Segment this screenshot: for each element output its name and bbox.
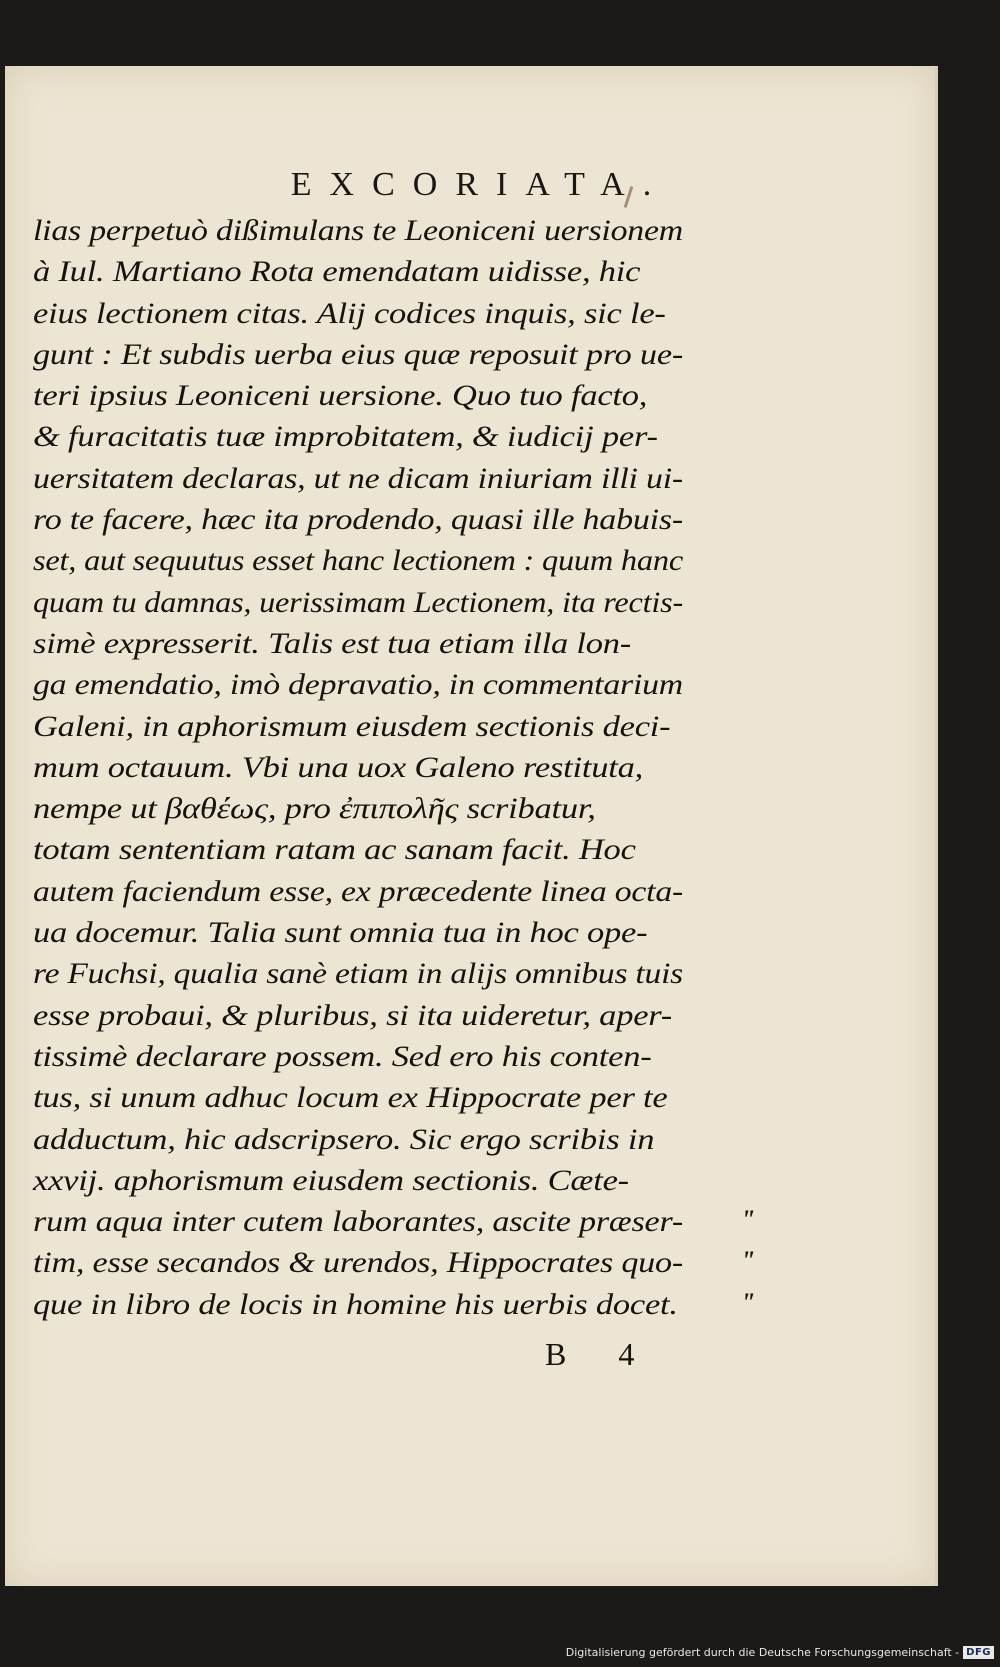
- text-line: [33, 297, 713, 338]
- running-head: EXCORIATA.: [290, 166, 670, 203]
- text-line: [33, 668, 713, 709]
- text-line: [33, 1287, 755, 1329]
- line-text: autem faciendum esse, ex præcedente linea octa-: [33, 874, 683, 908]
- line-text: tissimè declarare possem. Sed ero his conten-: [33, 1039, 652, 1073]
- text-line: [33, 1205, 755, 1246]
- quotation-mark: ": [740, 1287, 755, 1317]
- text-line: [33, 957, 713, 998]
- text-line: [33, 586, 713, 627]
- line-text: tim, esse secandos & urendos, Hippocrates quo-: [33, 1246, 683, 1280]
- line-text: rum aqua inter cutem laborantes, ascite præser-: [33, 1205, 683, 1239]
- text-line: [33, 1123, 713, 1164]
- line-text: set, aut sequutus esset hanc lectionem : quum hanc: [33, 544, 683, 578]
- line-text: esse probaui, & pluribus, si ita uideretur, aper-: [33, 998, 673, 1032]
- dfg-logo: DFG: [963, 1646, 994, 1659]
- line-text: gunt : Et subdis uerba eius quæ reposuit pro ue-: [33, 337, 684, 371]
- line-text: simè expresserit. Talis est tua etiam illa lon-: [33, 626, 632, 660]
- text-line: [33, 544, 713, 585]
- text-line: [33, 710, 713, 751]
- line-text: mum octauum. Vbi una uox Galeno restituta,: [33, 750, 644, 784]
- line-text: & furacitatis tuæ improbitatem, & iudicij per-: [33, 420, 658, 454]
- line-text: Galeni, in aphorismum eiusdem sectionis deci-: [33, 709, 671, 743]
- line-text: eius lectionem citas. Alij codices inquis, sic le-: [33, 296, 666, 330]
- text-line: [33, 751, 713, 792]
- text-line: [33, 503, 713, 544]
- text-line: [33, 875, 713, 916]
- text-line: [33, 999, 713, 1040]
- book-page: [5, 66, 938, 1586]
- line-text: adductum, hic adscripsero. Sic ergo scribis in: [33, 1122, 655, 1156]
- text-line: [33, 1164, 713, 1205]
- line-text: xxvij. aphorismum eiusdem sectionis. Cæte-: [33, 1163, 629, 1197]
- quotation-mark: ": [740, 1205, 755, 1235]
- line-text: tus, si unum adhuc locum ex Hippocrate per te: [33, 1081, 668, 1115]
- line-text: ga emendatio, imò depravatio, in commentarium: [33, 668, 683, 702]
- text-line: [33, 916, 713, 957]
- text-line: [33, 627, 713, 668]
- line-text: ua docemur. Talia sunt omnia tua in hoc ope-: [33, 916, 648, 950]
- line-text: que in libro de locis in homine his uerbis docet.: [33, 1287, 678, 1321]
- text-line: [33, 462, 713, 503]
- line-text: à Iul. Martiano Rota emendatam uidisse, hic: [33, 255, 641, 289]
- text-line: [33, 1081, 713, 1122]
- line-text: ro te facere, hæc ita prodendo, quasi ille habuis-: [33, 503, 683, 537]
- line-text: re Fuchsi, qualia sanè etiam in alijs omnibus tuis: [33, 957, 683, 991]
- line-text: teri ipsius Leoniceni uersione. Quo tuo facto,: [33, 379, 648, 413]
- text-line: [33, 420, 713, 461]
- text-line: [33, 255, 713, 296]
- line-text: lias perpetuò dißimulans te Leoniceni uersionem: [33, 214, 683, 247]
- text-line: [33, 379, 713, 420]
- body-text: [33, 214, 755, 1329]
- text-line: [33, 1246, 755, 1287]
- credit-text: Digitalisierung gefördert durch die Deutsche Forschungsgemeinschaft -: [565, 1646, 960, 1659]
- line-text: uersitatem declaras, ut ne dicam iniuriam illi ui-: [33, 461, 683, 495]
- text-line: [33, 338, 713, 379]
- text-line: [33, 214, 713, 255]
- signature-mark: B 4: [545, 1336, 657, 1372]
- quotation-mark: ": [740, 1246, 755, 1276]
- line-text: nempe ut βαθέως, pro ἐπιπολῆς scribatur,: [33, 792, 596, 826]
- line-text: quam tu damnas, uerissimam Lectionem, ita rectis-: [33, 585, 683, 619]
- text-line: [33, 1040, 713, 1081]
- line-text: totam sententiam ratam ac sanam facit. Hoc: [33, 833, 636, 867]
- text-line: [33, 792, 713, 833]
- text-line: [33, 833, 713, 874]
- digitization-credit: [566, 1646, 994, 1659]
